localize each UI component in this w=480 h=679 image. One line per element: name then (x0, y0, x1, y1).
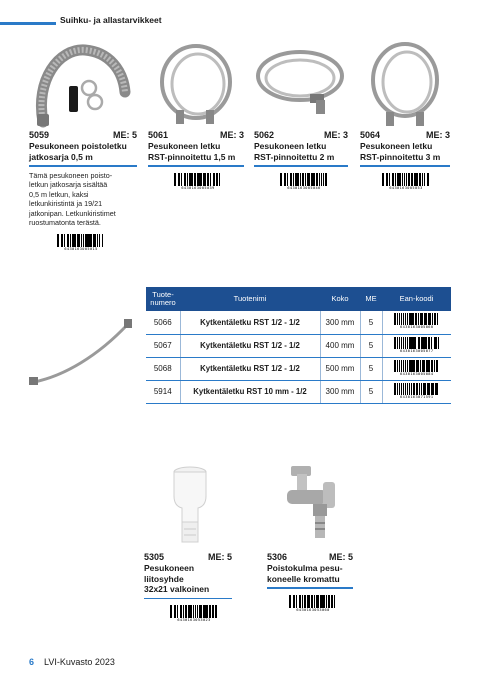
cell-num: 5066 (146, 311, 180, 334)
cell-name: Kytkentäletku RST 1/2 - 1/2 (180, 357, 320, 380)
product-me: ME: 5 (112, 130, 137, 140)
col-header-koko: Koko (331, 294, 349, 303)
product-card-5306 (267, 462, 353, 617)
col-header-me: ME (365, 294, 377, 303)
table-row (146, 334, 451, 357)
barcode: 6430163005015 (57, 234, 105, 251)
catalog-title: LVI-Kuvasto 2023 (44, 657, 115, 667)
table-row (146, 311, 451, 334)
product-name: Pesukoneen letku RST-pinnoitettu 3 m (360, 141, 441, 162)
product-card-5064 (360, 40, 450, 195)
cell-num: 5068 (146, 357, 180, 380)
product-image-chrome-drain-elbow (267, 462, 353, 552)
product-me: ME: 3 (425, 130, 450, 140)
barcode: 6430163005046 (280, 173, 328, 190)
cell-koko: 300 mm (320, 380, 360, 403)
product-me: ME: 5 (207, 552, 232, 562)
col-header-tuotenimi: Tuotenimi (233, 294, 267, 303)
cell-num: 5067 (146, 334, 180, 357)
product-card-5061 (148, 40, 244, 195)
product-image-steel-hose-1-5m (148, 40, 244, 130)
header-accent-line (0, 22, 56, 25)
cell-me: 5 (360, 357, 382, 380)
col-header-tuotenumero: Tuote- numero (150, 290, 176, 307)
product-card-5062 (254, 40, 348, 195)
cell-koko: 500 mm (320, 357, 360, 380)
cell-ean (382, 357, 451, 380)
product-underline (254, 165, 348, 167)
product-image-white-connector (144, 462, 232, 552)
barcode: 6430163005077 (394, 337, 440, 353)
barcode: 6430163005084 (394, 360, 440, 376)
product-underline (148, 165, 244, 167)
product-name: Pesukoneen liitosyhde 32x21 valkoinen (144, 563, 210, 594)
section-title: Suihku- ja allastarvikkeet (60, 15, 162, 25)
cell-me: 5 (360, 380, 382, 403)
product-name: Pesukoneen letku RST-pinnoitettu 1,5 m (148, 141, 236, 162)
product-image-connection-hose (28, 316, 138, 388)
cell-name: Kytkentäletku RST 1/2 - 1/2 (180, 334, 320, 357)
cell-name: Kytkentäletku RST 10 mm - 1/2 (180, 380, 320, 403)
product-name: Pesukoneen poistoletku jatkosarja 0,5 m (29, 141, 127, 162)
table-row (146, 357, 451, 380)
product-image-drain-hose-kit (29, 40, 137, 130)
product-underline (29, 165, 137, 167)
barcode: 6430163005053 (382, 173, 430, 190)
product-card-5305 (144, 462, 232, 627)
product-name: Poistokulma pesu- koneelle kromattu (267, 563, 343, 584)
barcode: 6430163053060 (289, 595, 337, 612)
table-row (146, 380, 451, 403)
product-number: 5305 (144, 552, 165, 562)
barcode: 6430163053023 (170, 605, 218, 622)
page-number: 6 (29, 657, 35, 667)
product-number: 5059 (29, 130, 50, 140)
product-underline (360, 165, 450, 167)
product-underline (144, 598, 232, 600)
product-number: 5064 (360, 130, 381, 140)
product-image-steel-hose-3m (360, 40, 450, 130)
cell-koko: 400 mm (320, 334, 360, 357)
product-name: Pesukoneen letku RST-pinnoitettu 2 m (254, 141, 335, 162)
cell-num: 5914 (146, 380, 180, 403)
cell-ean (382, 334, 451, 357)
product-number: 5306 (267, 552, 288, 562)
barcode: 6430163071591 (394, 383, 440, 399)
cell-koko: 300 mm (320, 311, 360, 334)
product-description: Tämä pesukoneen poisto- letkun jatkosarja sisältää 0,5 m letkun, kaksi letkunkiristintä ja 19/21 jatkonipan. Letkunkiristimet ruostumatonta terästä. (29, 170, 116, 228)
cell-ean (382, 380, 451, 403)
barcode: 6430163005039 (174, 173, 222, 190)
product-me: ME: 5 (328, 552, 353, 562)
cell-name: Kytkentäletku RST 1/2 - 1/2 (180, 311, 320, 334)
product-number: 5062 (254, 130, 275, 140)
cell-ean (382, 311, 451, 334)
cell-me: 5 (360, 311, 382, 334)
product-number: 5061 (148, 130, 169, 140)
product-card-5059 (29, 40, 137, 256)
cell-me: 5 (360, 334, 382, 357)
table-header-row (146, 287, 451, 311)
col-header-ean: Ean-koodi (399, 294, 434, 303)
product-underline (267, 587, 353, 589)
barcode: 6430163005060 (394, 313, 440, 329)
product-image-steel-hose-2m (254, 40, 348, 130)
product-table (146, 287, 451, 404)
product-me: ME: 3 (219, 130, 244, 140)
product-me: ME: 3 (323, 130, 348, 140)
